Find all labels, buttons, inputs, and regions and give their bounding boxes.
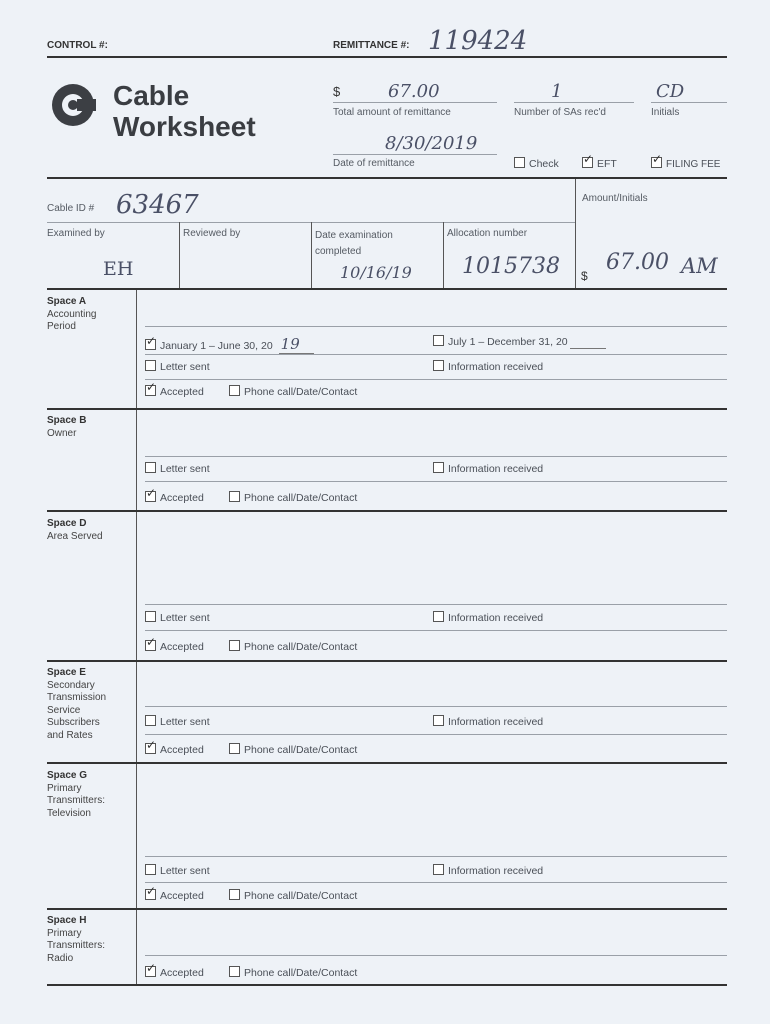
- space-e-write-line: [145, 706, 727, 707]
- space-h-write-line: [145, 955, 727, 956]
- space-b-info-received-checkbox[interactable]: [433, 462, 444, 473]
- space-g-phone-call[interactable]: [229, 889, 357, 902]
- space-e-accepted-checkbox[interactable]: [145, 743, 156, 754]
- space-d-rule-2: [145, 630, 727, 631]
- date-exam-label-line2: completed: [315, 246, 362, 257]
- form-bottom-rule: [47, 984, 727, 986]
- amount-underline: [333, 102, 497, 103]
- amount-initials-amount: 67.00: [606, 250, 669, 275]
- cable-id-value: 63467: [116, 190, 199, 220]
- space-g-top-rule: [47, 762, 727, 764]
- space-e-info-received[interactable]: [433, 715, 543, 728]
- space-b-info-received-label: Information received: [448, 463, 544, 475]
- space-e-phone-call-checkbox[interactable]: [229, 743, 240, 754]
- control-label: CONTROL #:: [47, 40, 108, 51]
- space-h-accepted-checkbox[interactable]: [145, 966, 156, 977]
- space-a-letter-sent[interactable]: [145, 360, 210, 373]
- space-e-letter-sent[interactable]: [145, 715, 210, 728]
- space-a-accepted[interactable]: [145, 385, 204, 398]
- space-h-phone-call[interactable]: [229, 966, 357, 979]
- space-b-phone-call-checkbox[interactable]: [229, 491, 240, 502]
- space-g-line1: Primary: [47, 782, 82, 794]
- january-period-option[interactable]: [145, 335, 314, 353]
- space-g-phone-call-label: Phone call/Date/Contact: [244, 890, 358, 902]
- amount-initials-dollar: $: [581, 269, 588, 283]
- date-exam-label: [315, 228, 393, 260]
- amount-initials-label: Amount/Initials: [582, 193, 648, 204]
- space-h-line1: Primary: [47, 927, 82, 939]
- allocation-label: Allocation number: [447, 228, 528, 239]
- form-title-line2: Worksheet: [113, 111, 256, 142]
- space-a-write-line: [145, 326, 727, 327]
- date-underline: [333, 154, 497, 155]
- header-rule: [47, 56, 727, 58]
- space-h-accepted[interactable]: [145, 966, 204, 979]
- remittance-amount-value: 67.00: [388, 81, 440, 102]
- space-g-info-received-label: Information received: [448, 865, 544, 877]
- space-h-top-rule: [47, 908, 727, 910]
- space-d-letter-sent-checkbox[interactable]: [145, 611, 156, 622]
- space-e-rule-2: [145, 734, 727, 735]
- space-d-letter-sent[interactable]: [145, 611, 210, 624]
- space-d-accepted-checkbox[interactable]: [145, 640, 156, 651]
- space-g-accepted-label: Accepted: [160, 890, 204, 902]
- space-g-info-received-checkbox[interactable]: [433, 864, 444, 875]
- form-title: [113, 80, 256, 142]
- eft-label: EFT: [597, 158, 617, 170]
- space-b-phone-call[interactable]: [229, 491, 357, 504]
- space-e-info-received-checkbox[interactable]: [433, 715, 444, 726]
- space-e-accepted[interactable]: [145, 743, 204, 756]
- space-d-info-received[interactable]: [433, 611, 543, 624]
- space-e-letter-sent-checkbox[interactable]: [145, 715, 156, 726]
- july-year-blank: [570, 336, 606, 349]
- space-d-title: [47, 518, 103, 543]
- space-h-phone-call-label: Phone call/Date/Contact: [244, 967, 358, 979]
- space-b-accepted[interactable]: [145, 491, 204, 504]
- filing-fee-label: FILING FEE: [666, 159, 721, 170]
- space-e-heading: Space E: [47, 667, 86, 678]
- january-period-label: January 1 – June 30, 20: [160, 340, 273, 352]
- space-g-phone-call-checkbox[interactable]: [229, 889, 240, 900]
- space-g-letter-sent[interactable]: [145, 864, 210, 877]
- space-e-accepted-label: Accepted: [160, 744, 204, 756]
- space-b-info-received[interactable]: [433, 462, 543, 475]
- space-g-letter-sent-checkbox[interactable]: [145, 864, 156, 875]
- space-d-phone-call-checkbox[interactable]: [229, 640, 240, 651]
- space-g-title: [47, 770, 105, 820]
- space-a-accepted-checkbox[interactable]: [145, 385, 156, 396]
- examined-by-value: EH: [103, 258, 134, 280]
- space-g-accepted[interactable]: [145, 889, 204, 902]
- sas-underline: [514, 102, 634, 103]
- space-g-line3: Television: [47, 807, 91, 819]
- space-a-info-received-checkbox[interactable]: [433, 360, 444, 371]
- january-period-year: 19: [279, 335, 314, 354]
- filing-fee-checkbox[interactable]: [651, 157, 662, 168]
- july-period-checkbox[interactable]: [433, 335, 444, 346]
- date-exam-label-line1: Date examination: [315, 230, 393, 241]
- space-h-title: [47, 915, 105, 965]
- space-e-line2: Transmission: [47, 692, 107, 703]
- space-h-line3: Radio: [47, 952, 74, 964]
- eft-checkbox[interactable]: [582, 157, 593, 168]
- space-d-top-rule: [47, 510, 727, 512]
- space-g-accepted-checkbox[interactable]: [145, 889, 156, 900]
- space-a-title: [47, 296, 96, 334]
- form-title-line1: Cable: [113, 80, 190, 111]
- check-checkbox[interactable]: [514, 157, 525, 168]
- initials-label: Initials: [651, 107, 680, 118]
- space-b-letter-sent[interactable]: [145, 462, 210, 475]
- space-e-line4: Subscribers: [47, 717, 100, 728]
- space-b-title: [47, 415, 86, 440]
- space-a-phone-call[interactable]: [229, 385, 357, 398]
- space-h-accepted-label: Accepted: [160, 967, 204, 979]
- space-d-info-received-label: Information received: [448, 612, 544, 624]
- space-b-heading: Space B: [47, 415, 87, 426]
- space-a-phone-call-label: Phone call/Date/Contact: [244, 386, 358, 398]
- january-period-checkbox[interactable]: [145, 339, 156, 350]
- space-d-line1: Area Served: [47, 530, 103, 542]
- space-b-phone-call-label: Phone call/Date/Contact: [244, 492, 358, 504]
- space-a-phone-call-checkbox[interactable]: [229, 385, 240, 396]
- space-g-letter-sent-label: Letter sent: [160, 865, 210, 877]
- space-g-line2: Transmitters:: [47, 795, 105, 806]
- space-b-line1: Owner: [47, 427, 77, 439]
- space-b-write-line: [145, 456, 727, 457]
- space-g-heading: Space G: [47, 770, 88, 781]
- space-label-column-divider: [136, 290, 137, 985]
- initials-underline: [651, 102, 727, 103]
- space-e-line1: Secondary: [47, 679, 95, 691]
- amount-initials-initials: AM: [681, 254, 718, 278]
- sas-count-value: 1: [551, 81, 563, 102]
- amount-dollar-sign: $: [333, 84, 341, 99]
- space-d-phone-call[interactable]: [229, 640, 357, 653]
- eft-option[interactable]: [582, 157, 617, 170]
- space-b-top-rule: [47, 408, 727, 410]
- reviewed-divider: [311, 222, 312, 289]
- space-d-info-received-checkbox[interactable]: [433, 611, 444, 622]
- space-b-letter-sent-label: Letter sent: [160, 463, 210, 475]
- examined-divider: [179, 222, 180, 289]
- space-a-heading: Space A: [47, 296, 87, 307]
- space-b-letter-sent-checkbox[interactable]: [145, 462, 156, 473]
- space-a-top-rule: [47, 288, 727, 290]
- space-b-rule-2: [145, 481, 727, 482]
- space-h-heading: Space H: [47, 915, 87, 926]
- space-a-rule-2: [145, 354, 727, 355]
- space-e-line3: Service: [47, 704, 81, 716]
- july-period-option[interactable]: [433, 335, 606, 349]
- space-g-write-line: [145, 856, 727, 857]
- date-label: Date of remittance: [333, 158, 415, 169]
- remittance-label: REMITTANCE #:: [333, 40, 410, 51]
- space-h-phone-call-checkbox[interactable]: [229, 966, 240, 977]
- examined-by-label: Examined by: [47, 228, 105, 239]
- check-option[interactable]: [514, 157, 559, 170]
- space-g-info-received[interactable]: [433, 864, 543, 877]
- allocation-value: 1015738: [462, 254, 560, 279]
- space-d-write-line: [145, 604, 727, 605]
- july-period-label: July 1 – December 31, 20: [448, 336, 568, 348]
- initials-value: CD: [656, 81, 685, 102]
- amount-label: Total amount of remittance: [333, 107, 451, 118]
- remittance-date-value: 8/30/2019: [385, 133, 478, 154]
- filing-fee-option[interactable]: [651, 157, 720, 170]
- cable-id-label: Cable ID #: [47, 203, 95, 214]
- check-label: Check: [529, 158, 559, 170]
- space-d-heading: Space D: [47, 518, 87, 529]
- remittance-number: 119424: [428, 26, 528, 56]
- space-d-phone-call-label: Phone call/Date/Contact: [244, 641, 358, 653]
- space-d-accepted[interactable]: [145, 640, 204, 653]
- space-a-accepted-label: Accepted: [160, 386, 204, 398]
- reviewed-by-label: Reviewed by: [183, 228, 241, 239]
- space-a-rule-3: [145, 379, 727, 380]
- space-d-letter-sent-label: Letter sent: [160, 612, 210, 624]
- space-h-line2: Transmitters:: [47, 940, 105, 951]
- space-a-line1: Accounting: [47, 308, 97, 320]
- space-a-info-received-label: Information received: [448, 361, 544, 373]
- amount-column-divider: [575, 179, 576, 289]
- copyright-office-logo-icon: [50, 82, 96, 128]
- space-b-accepted-checkbox[interactable]: [145, 491, 156, 502]
- space-e-top-rule: [47, 660, 727, 662]
- space-e-line5: and Rates: [47, 729, 93, 741]
- space-e-info-received-label: Information received: [448, 716, 544, 728]
- space-b-accepted-label: Accepted: [160, 492, 204, 504]
- space-d-accepted-label: Accepted: [160, 641, 204, 653]
- sas-label: Number of SAs rec'd: [514, 107, 606, 118]
- space-a-info-received[interactable]: [433, 360, 543, 373]
- space-g-rule-2: [145, 882, 727, 883]
- space-a-line2: Period: [47, 321, 76, 332]
- space-a-letter-sent-checkbox[interactable]: [145, 360, 156, 371]
- space-e-phone-call-label: Phone call/Date/Contact: [244, 744, 358, 756]
- space-e-title: [47, 667, 106, 742]
- space-e-letter-sent-label: Letter sent: [160, 716, 210, 728]
- date-exam-divider: [443, 222, 444, 289]
- info-top-rule: [47, 177, 727, 179]
- space-a-letter-sent-label: Letter sent: [160, 361, 210, 373]
- space-e-phone-call[interactable]: [229, 743, 357, 756]
- date-exam-value: 10/16/19: [340, 263, 412, 282]
